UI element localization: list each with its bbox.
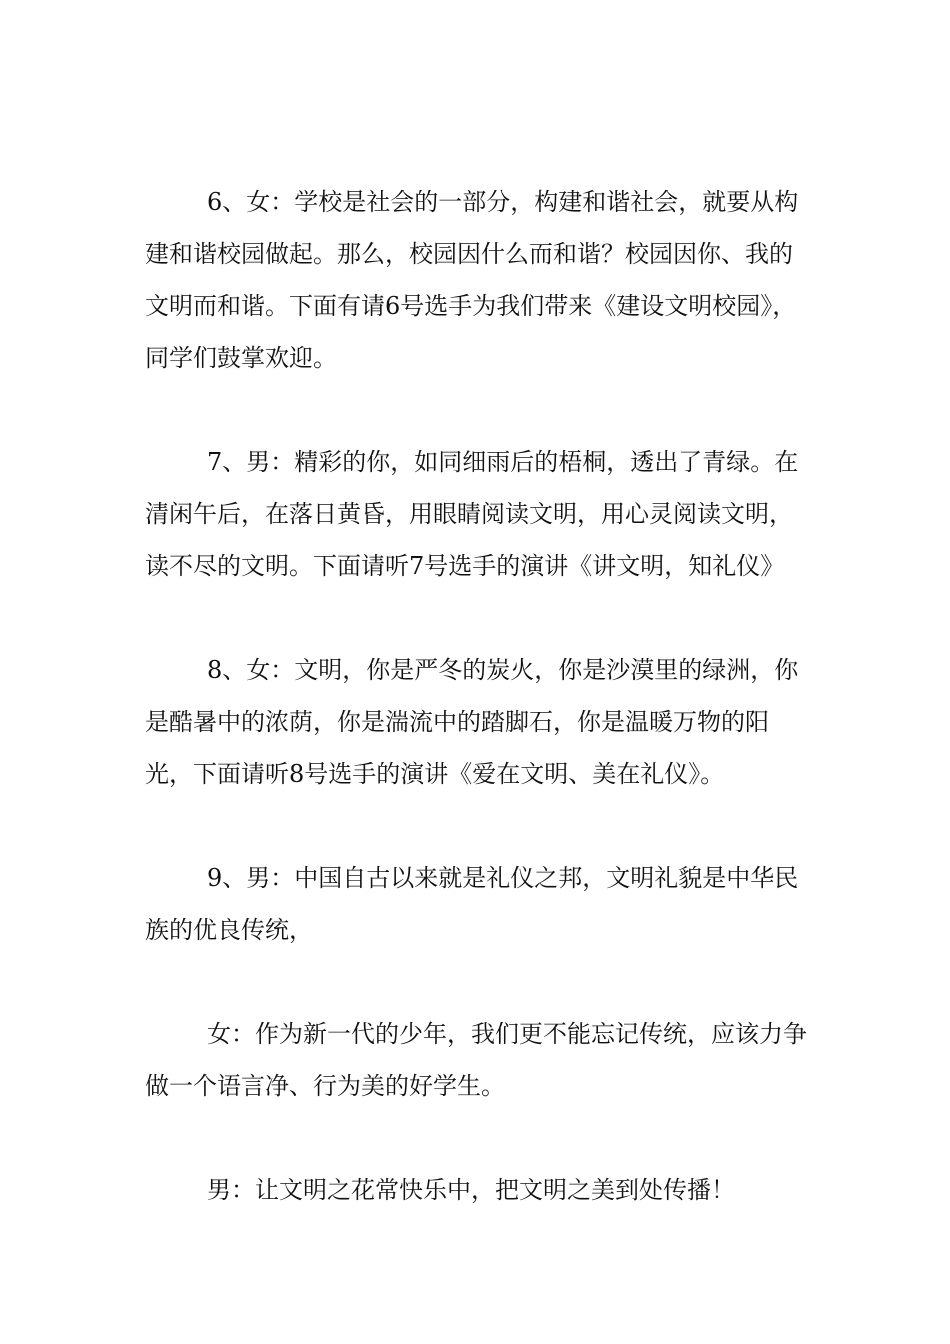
paragraph-host-8-female: 8、女：文明，你是严冬的炭火，你是沙漠里的绿洲，你是酷暑中的浓荫，你是湍流中的踏脚石，你是温暖万物的阳光，下面请听8号选手的演讲《爱在文明、美在礼仪》。 [145,656,799,788]
document-body [145,176,813,1216]
paragraph-female-line: 女：作为新一代的少年，我们更不能忘记传统，应该力争做一个语言净、行为美的好学生。 [145,1020,807,1100]
paragraph-male-line: 男：让文明之花常快乐中，把文明之美到处传播！ [207,1176,735,1204]
paragraph-host-7-male: 7、男：精彩的你，如同细雨后的梧桐，透出了青绿。在清闲午后，在落日黄昏，用眼睛阅读文明，用心灵阅读文明，读不尽的文明。下面请听7号选手的演讲《讲文明，知礼仪》 [145,448,799,580]
paragraph-host-6-female: 6、女：学校是社会的一部分，构建和谐社会，就要从构建和谐校园做起。那么，校园因什么而和谐？校园因你、我的文明而和谐。下面有请6号选手为我们带来《建设文明校园》，同学们鼓掌欢迎。 [145,188,799,372]
paragraph-host-9-male: 9、男：中国自古以来就是礼仪之邦，文明礼貌是中华民族的优良传统， [145,864,799,944]
